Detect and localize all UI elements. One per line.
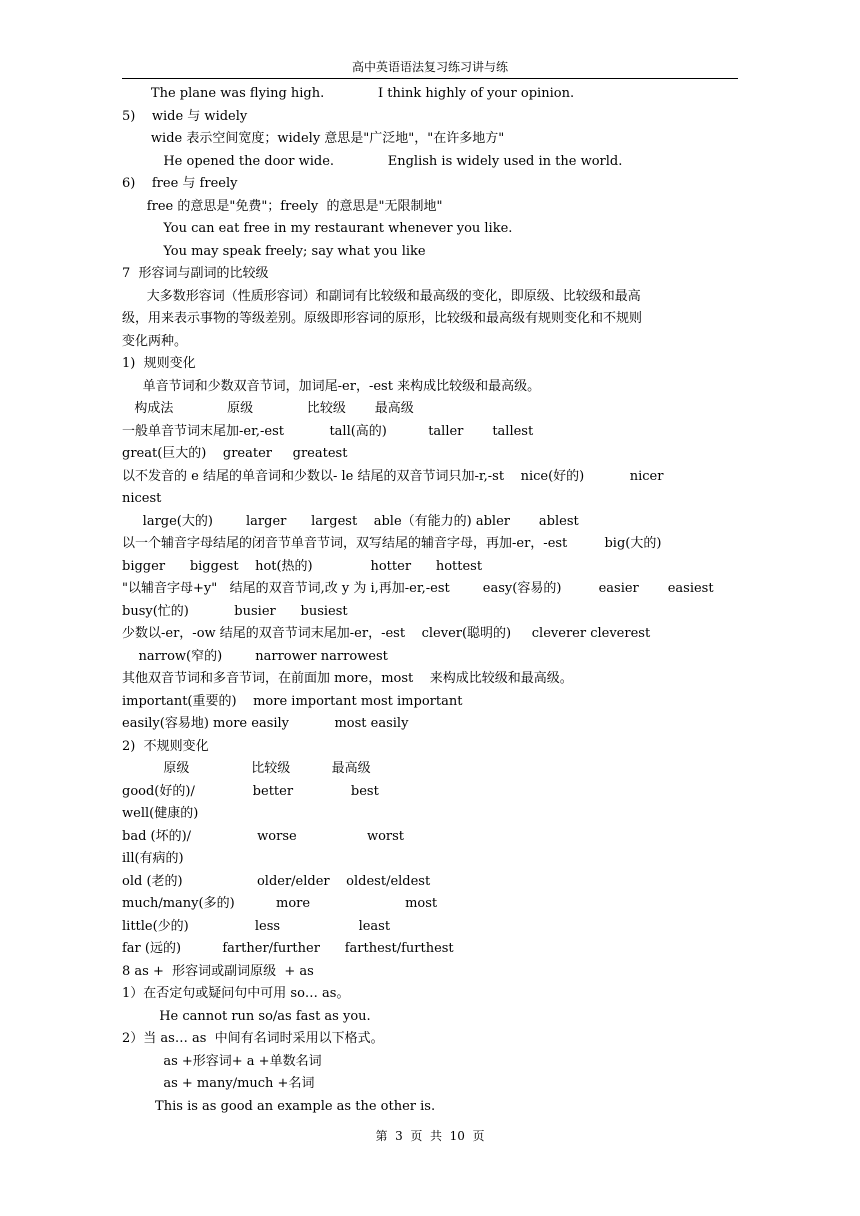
text-line: as + many/much +名词 (122, 1076, 315, 1091)
text-line: He cannot run so/as fast as you. (122, 1009, 371, 1024)
text-line: narrow(窄的) narrower narrowest (122, 649, 388, 664)
text-line: 其他双音节词和多音节词，在前面加 more，most 来构成比较级和最高级。 (122, 671, 573, 686)
text-line: 以一个辅音字母结尾的闭音节单音节词，双写结尾的辅音字母，再加-er，-est big(大的) (122, 536, 662, 551)
text-line: easily(容易地) more easily most easily (122, 716, 409, 731)
header-divider (122, 78, 738, 79)
text-line: 单音节词和少数双音节词，加词尾-er，-est 来构成比较级和最高级。 (122, 379, 541, 394)
text-line: 级，用来表示事物的等级差别。原级即形容词的原形，比较级和最高级有规则变化和不规则 (122, 311, 643, 326)
table-header-line: 构成法 原级 比较级 最高级 (122, 401, 414, 416)
text-line: little(少的) less least (122, 919, 391, 934)
text-line: You can eat free in my restaurant whenever you like. (122, 221, 513, 236)
text-line: good(好的)/ better best (122, 784, 379, 799)
text-line: ill(有病的) (122, 851, 184, 866)
text-line: important(重要的) more important most important (122, 694, 463, 709)
section-heading: 7 形容词与副词的比较级 (122, 266, 269, 281)
text-line: This is as good an example as the other is. (122, 1099, 436, 1114)
text-line: old (老的) older/elder oldest/eldest (122, 874, 431, 889)
text-line: 2）当 as… as 中间有名词时采用以下格式。 (122, 1031, 384, 1046)
text-line: bad (坏的)/ worse worst (122, 829, 405, 844)
page-footer-number: 第 3 页 共 10 页 (375, 1129, 485, 1143)
text-line: 一般单音节词末尾加-er,-est tall(高的) taller tallest (122, 424, 534, 439)
text-line: "以辅音字母+y" 结尾的双音节词,改 y 为 i,再加-er,-est easy(容易的) easier easiest (122, 581, 714, 596)
text-line: large(大的) larger largest able（有能力的) abler ablest (122, 514, 579, 529)
text-line: 大多数形容词（性质形容词）和副词有比较级和最高级的变化，即原级、比较级和最高 (122, 289, 641, 304)
subsection-heading: 1) 规则变化 (122, 356, 196, 371)
table-header-line: 原级 比较级 最高级 (122, 761, 371, 776)
text-line: You may speak freely; say what you like (122, 244, 426, 259)
text-line: 1）在否定句或疑问句中可用 so… as。 (122, 986, 350, 1001)
page-header-title: 高中英语语法复习练习讲与练 (351, 60, 508, 74)
text-line: He opened the door wide. English is widely used in the world. (122, 154, 623, 169)
text-line: 6) free 与 freely (122, 176, 238, 191)
text-line: great(巨大的) greater greatest (122, 446, 348, 461)
text-line: busy(忙的) busier busiest (122, 604, 348, 619)
section-heading: 8 as + 形容词或副词原级 + as (122, 964, 314, 979)
text-line: 变化两种。 (122, 334, 188, 349)
text-line: bigger biggest hot(热的) hotter hottest (122, 559, 483, 574)
subsection-heading: 2) 不规则变化 (122, 739, 209, 754)
text-line: The plane was flying high. I think highly of your opinion. (122, 86, 575, 101)
text-line: far (远的) farther/further farthest/furthest (122, 941, 454, 956)
text-line: as +形容词+ a +单数名词 (122, 1054, 322, 1069)
text-line: nicest (122, 491, 162, 506)
text-line: 少数以-er，-ow 结尾的双音节词末尾加-er，-est clever(聪明的) cleverer cleverest (122, 626, 651, 641)
text-line: 以不发音的 e 结尾的单音词和少数以- le 结尾的双音节词只加-r,-st nice(好的) nicer (122, 469, 664, 484)
text-line: well(健康的) (122, 806, 199, 821)
text-line: wide 表示空间宽度；widely 意思是"广泛地"，"在许多地方" (122, 131, 505, 146)
text-line: free 的意思是"免费"；freely 的意思是"无限制地" (122, 199, 443, 214)
text-line: 5) wide 与 widely (122, 109, 248, 124)
text-line: much/many(多的) more most (122, 896, 438, 911)
